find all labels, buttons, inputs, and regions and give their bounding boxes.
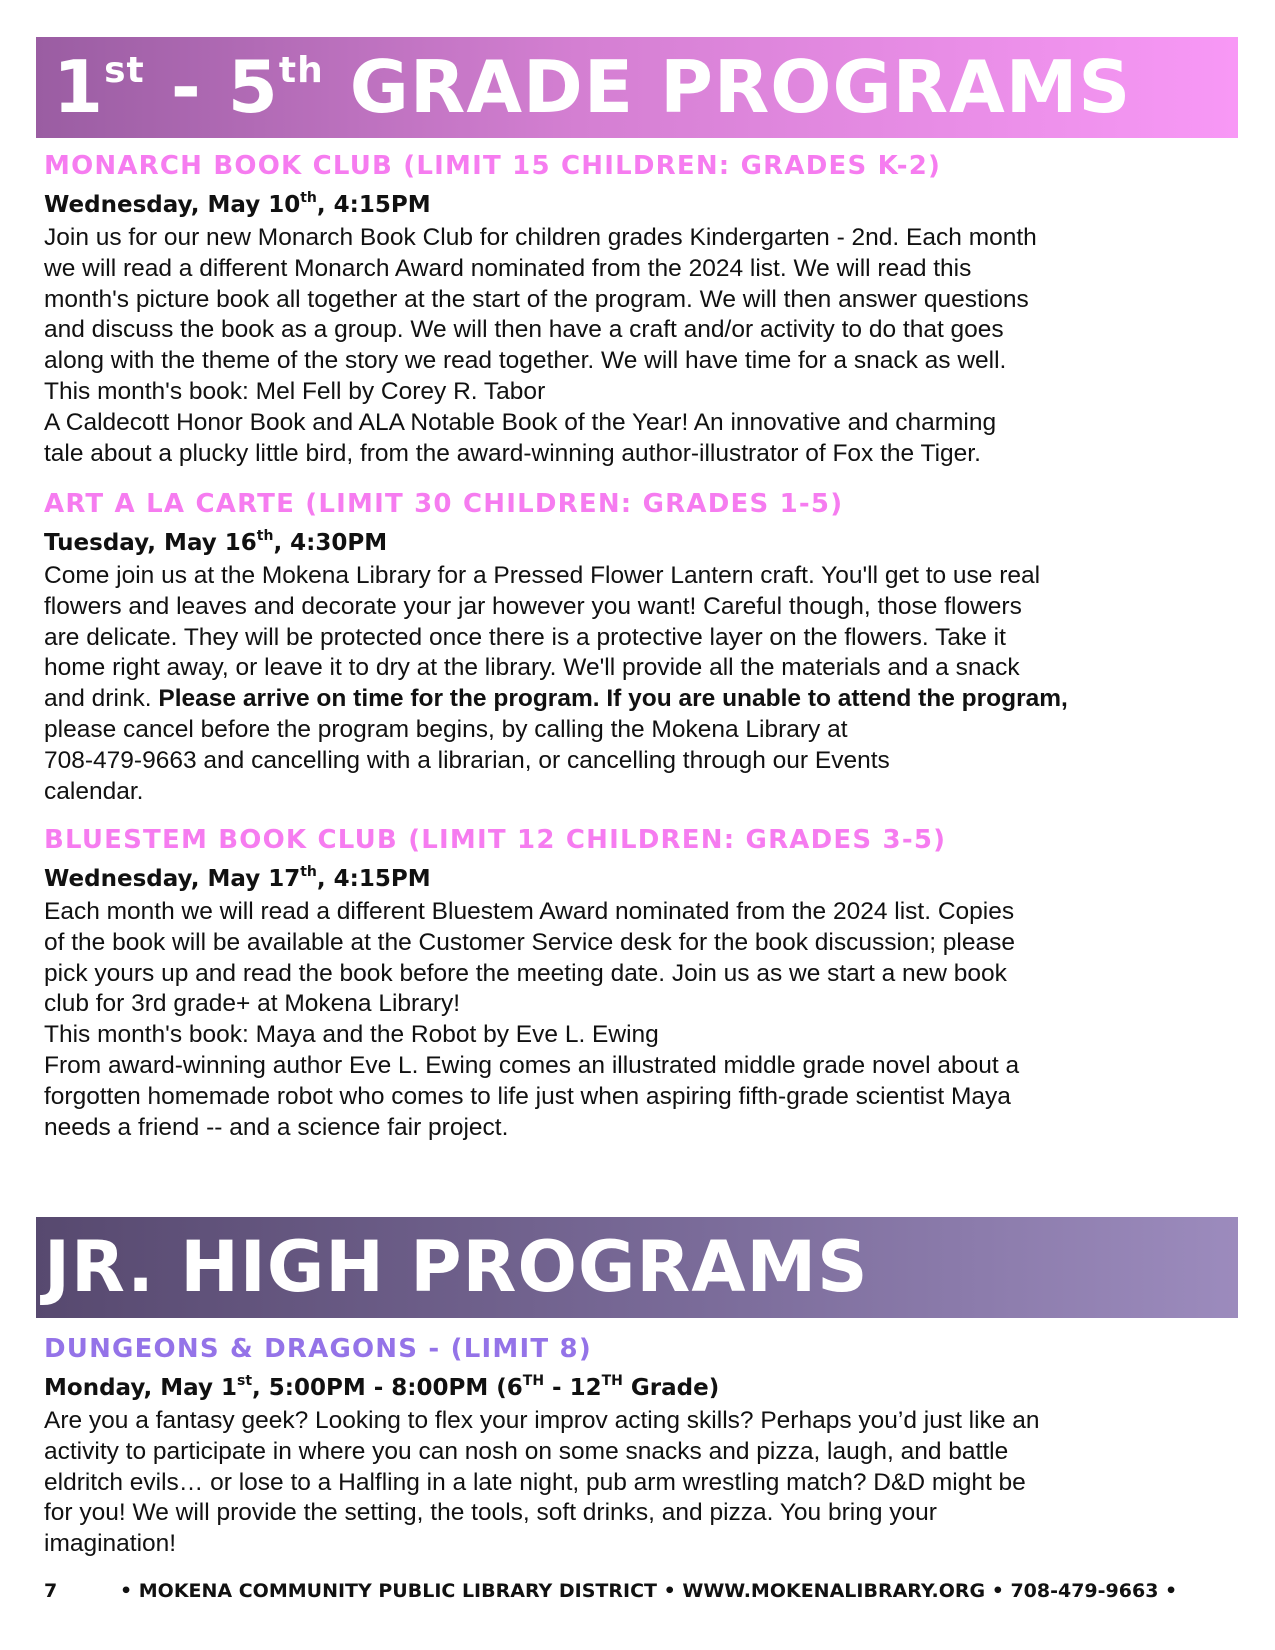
bluestem-book-desc: needs a friend -- and a science fair project. [44,1113,509,1141]
bluestem-date [44,864,1244,897]
grade-programs-banner [36,37,1238,138]
page-number: 7 [44,1580,58,1602]
monarch-line: along with the theme of the story we read together. We will have time for a snack as well. [44,347,1007,375]
dnd-line: activity to participate in where you can nosh on some snacks and pizza, laugh, and battle [44,1437,1009,1465]
monarch-title: MONARCH BOOK CLUB (LIMIT 15 CHILDREN: GRADES K-2) [44,151,942,181]
monarch-date-prefix: Wednesday, May 10 [44,192,301,218]
bluestem-line: pick yours up and read the book before the meeting date. Join us as we start a new book [44,959,1007,987]
art-date-suffix: , 4:30PM [273,530,388,556]
art-line: home right away, or leave it to dry at the library. We'll provide all the materials and a snack [44,654,1020,682]
art-date [44,528,1244,561]
dnd-line: for you! We will provide the setting, the tools, soft drinks, and pizza. You bring your [44,1499,937,1527]
monarch-date [44,190,1244,223]
monarch-book-desc: tale about a plucky little bird, from the award-winning author-illustrator of Fox the Tiger. [44,439,981,467]
art-line-mixed [44,684,1244,715]
banner-text-suffix: GRADE PROGRAMS [323,45,1132,129]
dnd-date-prefix: Monday, May 1 [44,1375,237,1401]
dnd-date-sup: st [237,1373,253,1389]
monarch-date-sup: th [300,190,317,206]
bluestem-date-suffix: , 4:15PM [316,866,431,892]
page-footer [44,1578,1244,1604]
bluestem-date-prefix: Wednesday, May 17 [44,866,301,892]
art-bold-line: please cancel before the program begins, by calling the Mokena Library at [44,715,848,743]
art-line: are delicate. They will be protected once there is a protective layer on the flowers. Take it [44,623,1006,651]
monarch-line: Join us for our new Monarch Book Club for children grades Kindergarten - 2nd. Each month [44,224,1037,251]
monarch-line: and discuss the book as a group. We will then have a craft and/or activity to do that goes [44,316,1004,344]
monarch-book-desc: A Caldecott Honor Book and ALA Notable Book of the Year! An innovative and charming [44,408,997,436]
art-line: Come join us at the Mokena Library for a Pressed Flower Lantern craft. You'll get to use real [44,562,1041,589]
art-bold-line: calendar. [44,777,144,805]
footer-text: • MOKENA COMMUNITY PUBLIC LIBRARY DISTRICT • WWW.MOKENALIBRARY.ORG • 708-479-9663 • [120,1580,1178,1602]
art-title: ART A LA CARTE (LIMIT 30 CHILDREN: GRADES 1-5) [44,489,844,519]
bluestem-line: of the book will be available at the Customer Service desk for the book discussion; please [44,928,1016,956]
art-bold-line: 708-479-9663 and cancelling with a librarian, or cancelling through our Events [44,746,890,774]
bluestem-book-club-section [44,824,1244,1143]
jr-high-programs-banner: JR. HIGH PROGRAMS [36,1217,1238,1318]
dnd-date-mid2: - 12 [544,1375,602,1401]
banner-sup-th: th [278,50,324,91]
banner-text-prefix: 1 [53,45,105,129]
dnd-line: Are you a fantasy geek? Looking to flex your improv acting skills? Perhaps you’d just like an [44,1407,1040,1434]
art-bold-line: Please arrive on time for the program. If you are unable to attend the program, [158,685,1068,713]
dnd-date-sup3: TH [601,1373,623,1389]
monarch-book-club-section [44,150,1244,469]
bluestem-line: Each month we will read a different Bluestem Award nominated from the 2024 list. Copies [44,898,1015,925]
bluestem-book-line: This month's book: Maya and the Robot by Eve L. Ewing [44,1021,659,1049]
dnd-date [44,1373,1244,1406]
banner-text-mid: - 5 [144,45,279,129]
dnd-date-sup2: TH [522,1373,545,1389]
art-last-plain: and drink. [44,685,159,713]
banner-sup-st: st [104,50,145,91]
dungeons-dragons-section [44,1333,1244,1560]
monarch-book-line: This month's book: Mel Fell by Corey R. Tabor [44,377,546,405]
art-date-sup: th [256,528,274,544]
monarch-date-suffix: , 4:15PM [316,192,431,218]
dnd-line: imagination! [44,1530,177,1558]
art-line: flowers and leaves and decorate your jar however you want! Careful though, those flowers [44,592,1022,620]
bluestem-date-sup: th [300,864,317,880]
monarch-line: we will read a different Monarch Award nominated from the 2024 list. We will read this [44,254,972,282]
dnd-date-mid: , 5:00PM - 8:00PM (6 [252,1375,523,1401]
dnd-title: DUNGEONS & DRAGONS - (LIMIT 8) [44,1334,592,1364]
bluestem-book-desc: forgotten homemade robot who comes to life just when aspiring fifth-grade scientist Maya [44,1082,1011,1110]
dnd-date-suffix: Grade) [622,1375,720,1401]
bluestem-line: club for 3rd grade+ at Mokena Library! [44,990,461,1018]
art-a-la-carte-section [44,488,1244,807]
art-date-prefix: Tuesday, May 16 [44,530,257,556]
monarch-line: month's picture book all together at the start of the program. We will then answer questions [44,285,1029,313]
bluestem-title: BLUESTEM BOOK CLUB (LIMIT 12 CHILDREN: GRADES 3-5) [44,825,947,855]
dnd-line: eldritch evils… or lose to a Halfling in a late night, pub arm wrestling match? D&D might be [44,1468,1026,1496]
bluestem-book-desc: From award-winning author Eve L. Ewing comes an illustrated middle grade novel about a [44,1051,1020,1079]
